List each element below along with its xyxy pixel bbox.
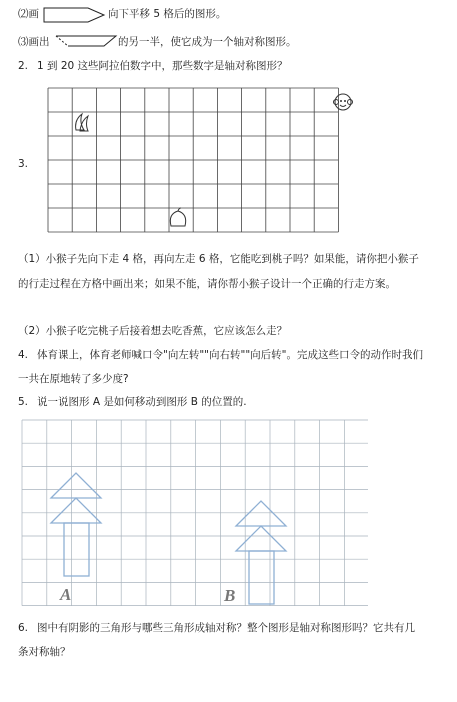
arrow-pentagon-icon [42,6,108,24]
q4-line2: 一共在原地转了多少度? [18,373,129,385]
q5-text: 说一说图形 A 是如何移动到图形 B 的位置的. [37,396,247,408]
q6-line2: 条对称轴？ [18,646,71,658]
q5-number: 5. [18,396,29,408]
q3-grid [46,86,356,233]
q3-sub2: （2）小猴子吃完桃子后接着想去吃香蕉，它应该怎么走？ [18,325,288,337]
grid-lines [22,420,368,606]
figure-b [236,501,286,604]
q2-text: 1 到 20 这些阿拉伯数字中，那些数字是轴对称图形？ [37,60,288,72]
q4-number: 4. [18,349,29,361]
q3-sub1-line2: 的行走过程在方格中画出来；如果不能，请你帮小猴子设计一个正确的行走方案。 [18,278,396,290]
q-translate-prefix: ⑵画 [18,8,39,20]
q5-grid [20,418,368,608]
label-b: B [224,586,236,605]
q3-sub1-line1: （1）小猴子先向下走 4 格，再向左走 6 格，它能吃到桃子吗？如果能，请你把小猴子 [18,253,419,265]
monkey-icon [334,94,353,110]
label-a: A [60,585,72,604]
half-trapezoid-icon [54,33,120,49]
q4-line1: 体育课上，体育老师喊口令"向左转""向右转""向后转"。完成这些口令的动作时我们 [37,349,423,361]
banana-icon [76,114,88,131]
q2-number: 2. [18,60,29,72]
peach-icon [170,208,185,226]
q-translate-suffix: 向下平移 5 格后的图形。 [108,8,227,20]
figure-a [51,473,101,576]
q3-number: 3. [18,158,29,170]
q6-number: 6. [18,622,29,634]
q6-line1: 图中有阴影的三角形与哪些三角形成轴对称？整个图形是轴对称图形吗？它共有几 [37,622,415,634]
q-half-suffix: 的另一半，使它成为一个轴对称图形。 [118,36,297,48]
grid-lines [48,88,338,232]
q-half-prefix: ⑶画出 [18,36,50,48]
